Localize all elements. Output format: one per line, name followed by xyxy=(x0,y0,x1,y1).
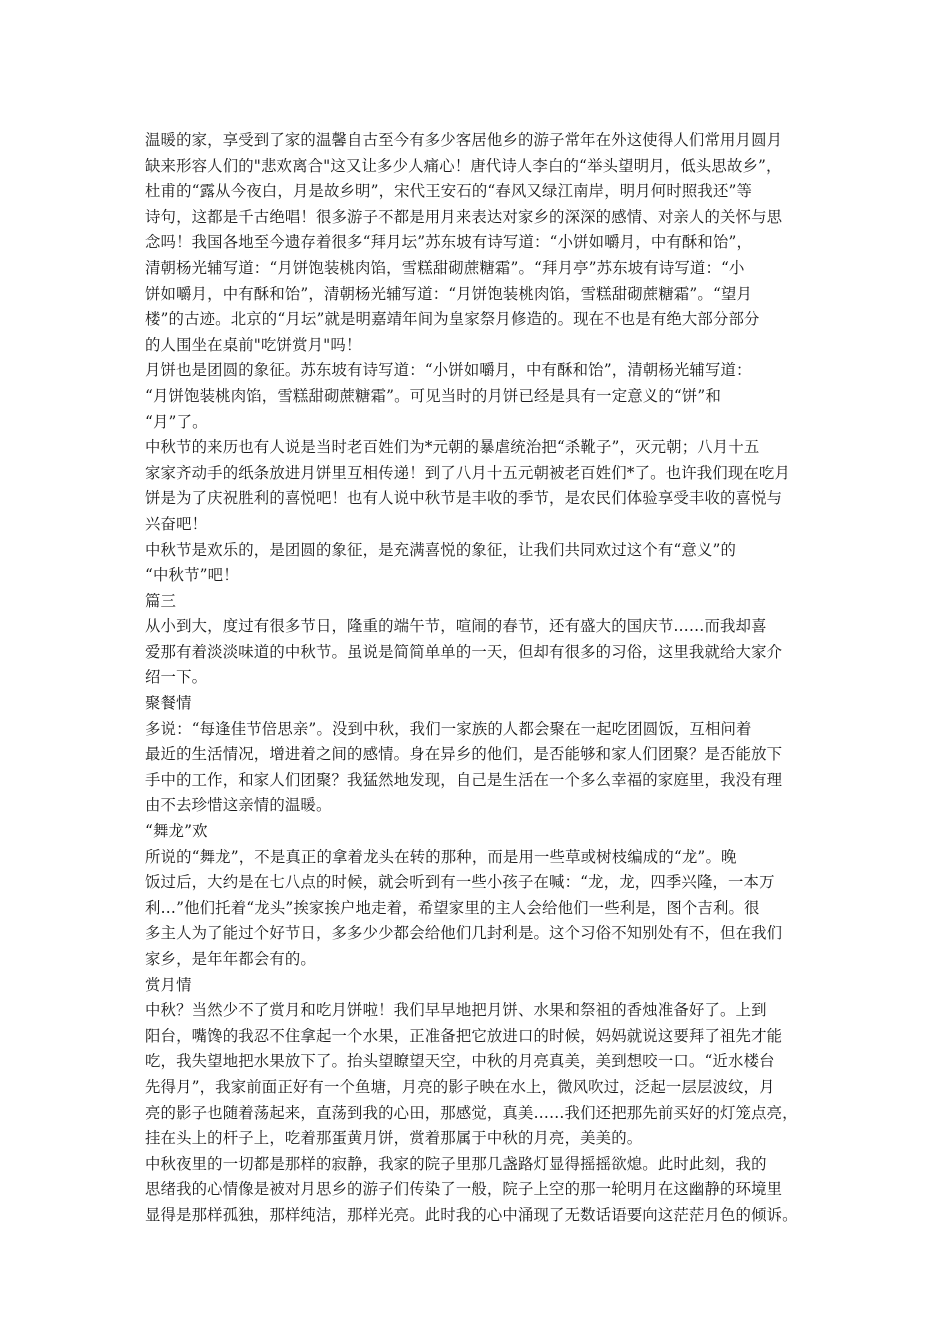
paragraph: 中秋夜里的一切都是那样的寂静，我家的院子里那几盏路灯显得摇摇欲熄。此时此刻，我的 思绪我的心情像是被对月思乡的游子们传染了一般，院子上空的那一轮明月在这幽静的环境里 显得是那样孤独，那样纯洁，那样光亮。此时我的心中涌现了无数话语要向这茫茫月色的倾诉。 xyxy=(145,1154,798,1224)
paragraph: 中秋节是欢乐的，是团圆的象征，是充满喜悦的象征，让我们共同欢过这个有“意义”的 “中秋节”吧！ xyxy=(145,540,737,585)
paragraph: 所说的“舞龙”，不是真正的拿着龙头在转的那种，而是用一些草或树枝编成的“龙”。晚 饭过后，大约是在七八点的时候，就会听到有一些小孩子在喊：“龙，龙，四季兴隆，一本万 利…”他们托着“龙头”挨家挨户地走着，希望家里的主人会给他们一些利是，图个吉利。很 多主人为了能过个好节日，多多少少都会给他们几封利是。这个习俗不知别处有不，但在我们 家乡，是年年都会有的。 xyxy=(145,847,783,968)
paragraph: 温暖的家，享受到了家的温馨自古至今有多少客居他乡的游子常年在外这使得人们常用月圆月 缺来形容人们的"悲欢离合"这又让多少人痛心！唐代诗人李白的“举头望明月，低头思故乡”， 杜甫的“露从今夜白，月是故乡明”，宋代王安石的“春风又绿江南岸，明月何时照我还”等 诗句，这都是千古绝唱！很多游子不都是用月来表达对家乡的深深的感情、对亲人的关怀与思 念吗！我国各地至今遗存着很多“拜月坛”苏东坡有诗写道：“小饼如嚼月，中有酥和饴”， 清朝杨光辅写道：“月饼饱装桃肉馅，雪糕甜砌蔗糖霜”。“拜月亭”苏东坡有诗写道：“小 饼如嚼月，中有酥和饴”，清朝杨光辅写道：“月饼饱装桃肉馅，雪糕甜砌蔗糖霜”。“望月 楼”的古迹。北京的“月坛”就是明嘉靖年间为皇家祭月修造的。现在不也是有绝大部分部分 的人围坐在桌前"吃饼赏月"吗！ xyxy=(145,131,783,354)
document-body xyxy=(145,128,825,1229)
paragraph: 中秋节的来历也有人说是当时老百姓们为*元朝的暴虐统治把“杀靴子”，灭元朝；八月十五 家家齐动手的纸条放进月饼里互相传递！到了八月十五元朝被老百姓们*了。也许我们现在吃月 饼是为了庆祝胜利的喜悦吧！也有人说中秋节是丰收的季节，是农民们体验享受丰收的喜悦与 兴奋吧！ xyxy=(145,438,791,533)
subsection-heading: 赏月情 xyxy=(145,975,192,994)
subsection-heading: 聚餐情 xyxy=(145,694,192,713)
subsection-heading: “舞龙”欢 xyxy=(145,822,208,841)
section-heading: 篇三 xyxy=(145,591,177,610)
paragraph: 中秋？当然少不了赏月和吃月饼啦！我们早早地把月饼、水果和祭祖的香烛准备好了。上到 阳台，嘴馋的我忍不住拿起一个水果，正准备把它放进口的时候，妈妈就说这要拜了祖先才能 吃，我失望地把水果放下了。抬头望瞭望天空，中秋的月亮真美，美到想咬一口。“近水楼台 先得月”，我家前面正好有一个鱼塘，月亮的影子映在水上，微风吹过，泛起一层层波纹，月 亮的影子也随着荡起来，直荡到我的心田，那感觉，真美……我们还把那先前买好的灯笼点亮， 挂在头上的杆子上，吃着那蛋黄月饼，赏着那属于中秋的月亮，美美的。 xyxy=(145,1001,798,1148)
paragraph: 多说：“每逢佳节倍思亲”。没到中秋，我们一家族的人都会聚在一起吃团圆饭，互相问着 最近的生活情况，增进着之间的感情。身在异乡的他们，是否能够和家人们团聚？是否能放下 手中的工作，和家人们团聚？我猛然地发现，自己是生活在一个多么幸福的家庭里，我没有理 由不去珍惜这亲情的温暖。 xyxy=(145,719,783,815)
paragraph: 从小到大，度过有很多节日，隆重的端午节，喧闹的春节，还有盛大的国庆节……而我却喜 爱那有着淡淡味道的中秋节。虽说是简简单单的一天，但却有很多的习俗，这里我就给大家介 绍一下。 xyxy=(145,617,783,687)
paragraph: 月饼也是团圆的象征。苏东坡有诗写道：“小饼如嚼月，中有酥和饴”，清朝杨光辅写道： “月饼饱装桃肉馅，雪糕甜砌蔗糖霜”。可见当时的月饼已经是具有一定意义的“饼”和 “月”了。 xyxy=(145,361,752,431)
